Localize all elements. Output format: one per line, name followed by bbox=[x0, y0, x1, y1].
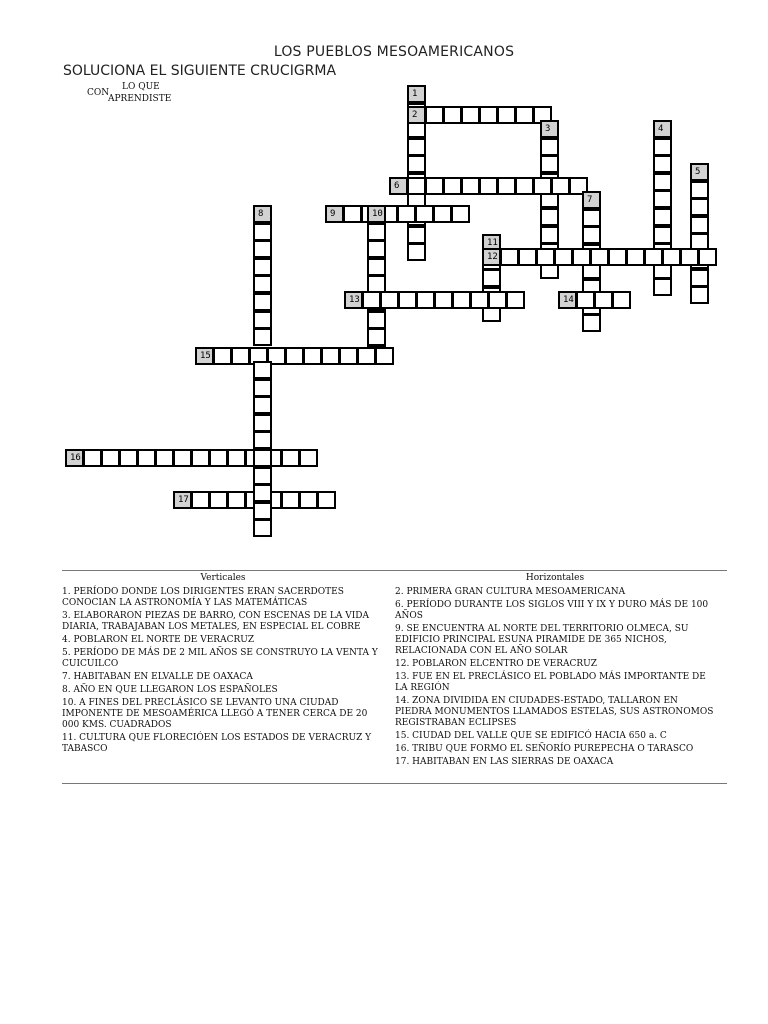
clue-vertical: 3. ELABORARON PIEZAS DE BARRO, CON ESCENAS DE LA VIDA DIARIA, TRABAJABAN LOS METALES, EN ESPECIAL EL COBRE bbox=[62, 611, 370, 632]
crossword-cell[interactable] bbox=[551, 177, 570, 195]
crossword-cell[interactable] bbox=[470, 291, 489, 309]
crossword-cell[interactable] bbox=[397, 205, 416, 223]
instruction-aprendiste: APRENDISTE bbox=[108, 94, 172, 104]
crossword-cell[interactable] bbox=[415, 205, 434, 223]
crossword-cell[interactable] bbox=[253, 467, 272, 485]
crossword-cell[interactable] bbox=[357, 347, 376, 365]
crossword-cell[interactable] bbox=[479, 106, 498, 124]
clue-vertical: 8. AÑO EN QUE LLEGARON LOS ESPAÑOLES bbox=[62, 685, 278, 695]
crossword-cell[interactable] bbox=[690, 198, 709, 216]
crossword-cell[interactable] bbox=[253, 379, 272, 397]
crossword-cell[interactable] bbox=[690, 181, 709, 199]
crossword-cell[interactable] bbox=[690, 286, 709, 304]
crossword-cell[interactable] bbox=[398, 291, 417, 309]
crossword-cell[interactable] bbox=[582, 209, 601, 227]
crossword-cell[interactable] bbox=[572, 248, 591, 266]
crossword-cell[interactable] bbox=[367, 223, 386, 241]
clue-horizontal: 13. FUE EN EL PRECLÁSICO EL POBLADO MÁS IMPORTANTE DE LA REGIÓN bbox=[395, 672, 706, 693]
crossword-cell[interactable] bbox=[253, 293, 272, 311]
crossword-cell[interactable] bbox=[515, 106, 534, 124]
crossword-cell[interactable] bbox=[416, 291, 435, 309]
crossword-cell[interactable] bbox=[231, 347, 250, 365]
crossword-cell[interactable] bbox=[299, 491, 318, 509]
crossword-cell[interactable] bbox=[407, 226, 426, 244]
crossword-cell[interactable] bbox=[582, 226, 601, 244]
crossword-cell[interactable] bbox=[434, 291, 453, 309]
crossword-number-cell: 9 bbox=[325, 205, 344, 223]
clue-horizontal: 12. POBLARON ELCENTRO DE VERACRUZ bbox=[395, 659, 597, 669]
crossword-cell[interactable] bbox=[209, 449, 228, 467]
clue-vertical: 10. A FINES DEL PRECLÁSICO SE LEVANTO UNA CIUDAD IMPONENTE DE MESOAMÉRICA LLEGÓ A TENER CERCA DE 20 000 KMS. CUADRADOS bbox=[62, 698, 368, 730]
crossword-cell[interactable] bbox=[253, 396, 272, 414]
clues-verticales bbox=[62, 573, 384, 757]
crossword-cell[interactable] bbox=[119, 449, 138, 467]
crossword-cell[interactable] bbox=[253, 275, 272, 293]
crossword-cell[interactable] bbox=[253, 431, 272, 449]
crossword-cell[interactable] bbox=[227, 491, 246, 509]
crossword-number-cell: 4 bbox=[653, 120, 672, 138]
crossword-cell[interactable] bbox=[227, 449, 246, 467]
crossword-cell[interactable] bbox=[253, 361, 272, 379]
crossword-cell[interactable] bbox=[367, 311, 386, 329]
crossword-cell[interactable] bbox=[690, 216, 709, 234]
crossword-cell[interactable] bbox=[380, 291, 399, 309]
crossword-cell[interactable] bbox=[253, 240, 272, 258]
crossword-number-cell: 10 bbox=[367, 205, 386, 223]
crossword-cell[interactable] bbox=[497, 177, 516, 195]
crossword-cell[interactable] bbox=[662, 248, 681, 266]
clue-horizontal: 14. ZONA DIVIDIDA EN CIUDADES-ESTADO, TALLARON EN PIEDRA MONUMENTOS LLAMADOS ESTELAS, SUS ASTRONOMOS REGISTRABAN ECLIPSES bbox=[395, 696, 714, 728]
crossword-cell[interactable] bbox=[303, 347, 322, 365]
crossword-cell[interactable] bbox=[101, 449, 120, 467]
crossword-number-cell: 3 bbox=[540, 120, 559, 138]
crossword-cell[interactable] bbox=[653, 278, 672, 296]
crossword-cell[interactable] bbox=[461, 177, 480, 195]
crossword-number-cell: 7 bbox=[582, 191, 601, 209]
crossword-cell[interactable] bbox=[482, 269, 501, 287]
crossword-number-cell: 8 bbox=[253, 205, 272, 223]
crossword-number-cell: 6 bbox=[389, 177, 408, 195]
instruction-lo-que: LO QUE bbox=[122, 82, 160, 92]
crossword-cell[interactable] bbox=[425, 106, 444, 124]
crossword-cell[interactable] bbox=[317, 491, 336, 509]
crossword-number-cell: 11 bbox=[482, 234, 501, 252]
clue-vertical: 5. PERÍODO DE MÁS DE 2 MIL AÑOS SE CONSTRUYO LA VENTA Y CUICUILCO bbox=[62, 648, 378, 669]
crossword-cell[interactable] bbox=[515, 177, 534, 195]
crossword-cell[interactable] bbox=[407, 155, 426, 173]
crossword-cell[interactable] bbox=[253, 414, 272, 432]
crossword-cell[interactable] bbox=[407, 177, 426, 195]
crossword-cell[interactable] bbox=[612, 291, 631, 309]
crossword-number-cell: 15 bbox=[195, 347, 214, 365]
crossword-cell[interactable] bbox=[191, 491, 210, 509]
crossword-cell[interactable] bbox=[253, 484, 272, 502]
crossword-cell[interactable] bbox=[644, 248, 663, 266]
instruction-con: CON bbox=[87, 88, 110, 98]
clues-table bbox=[62, 570, 727, 784]
crossword-cell[interactable] bbox=[281, 449, 300, 467]
crossword-cell[interactable] bbox=[191, 449, 210, 467]
crossword-cell[interactable] bbox=[83, 449, 102, 467]
crossword-cell[interactable] bbox=[253, 449, 272, 467]
crossword-number-cell: 12 bbox=[482, 248, 501, 266]
crossword-cell[interactable] bbox=[281, 491, 300, 509]
crossword-cell[interactable] bbox=[590, 248, 609, 266]
crossword-cell[interactable] bbox=[540, 155, 559, 173]
crossword-cell[interactable] bbox=[451, 205, 470, 223]
crossword-cell[interactable] bbox=[653, 226, 672, 244]
crossword-number-cell: 1 bbox=[407, 85, 426, 103]
crossword-cell[interactable] bbox=[680, 248, 699, 266]
clue-vertical: 4. POBLARON EL NORTE DE VERACRUZ bbox=[62, 635, 255, 645]
crossword-cell[interactable] bbox=[488, 291, 507, 309]
verticales-heading: Verticales bbox=[200, 573, 246, 583]
crossword-cell[interactable] bbox=[479, 177, 498, 195]
page-title: LOS PUEBLOS MESOAMERICANOS bbox=[273, 44, 515, 60]
horizontales-heading: Horizontales bbox=[525, 573, 585, 583]
crossword-cell[interactable] bbox=[653, 138, 672, 156]
clue-horizontal: 9. SE ENCUENTRA AL NORTE DEL TERRITORIO OLMECA, SU EDIFICIO PRINCIPAL ESUNA PIRAMIDE DE 365 NICHOS, RELACIONADA CON EL AÑO SOLAR bbox=[395, 624, 689, 656]
crossword-cell[interactable] bbox=[253, 328, 272, 346]
crossword-cell[interactable] bbox=[425, 177, 444, 195]
crossword-cell[interactable] bbox=[367, 240, 386, 258]
crossword-cell[interactable] bbox=[540, 208, 559, 226]
crossword-cell[interactable] bbox=[506, 291, 525, 309]
crossword-cell[interactable] bbox=[698, 248, 717, 266]
crossword-cell[interactable] bbox=[253, 223, 272, 241]
clues-horizontales bbox=[395, 573, 715, 770]
crossword-cell[interactable] bbox=[321, 347, 340, 365]
clue-vertical: 7. HABITABAN EN ELVALLE DE OAXACA bbox=[62, 672, 253, 682]
crossword-cell[interactable] bbox=[253, 502, 272, 520]
crossword-cell[interactable] bbox=[536, 248, 555, 266]
crossword-cell[interactable] bbox=[576, 291, 595, 309]
crossword-cell[interactable] bbox=[339, 347, 358, 365]
crossword-cell[interactable] bbox=[653, 208, 672, 226]
clue-horizontal: 15. CIUDAD DEL VALLE QUE SE EDIFICÓ HACIA 650 a. C bbox=[395, 731, 667, 741]
crossword-cell[interactable] bbox=[367, 328, 386, 346]
crossword-cell[interactable] bbox=[155, 449, 174, 467]
crossword-number-cell: 5 bbox=[690, 163, 709, 181]
clue-horizontal: 2. PRIMERA GRAN CULTURA MESOAMERICANA bbox=[395, 587, 626, 597]
crossword-cell[interactable] bbox=[253, 311, 272, 329]
crossword-cell[interactable] bbox=[653, 190, 672, 208]
crossword-cell[interactable] bbox=[582, 314, 601, 332]
crossword-cell[interactable] bbox=[653, 155, 672, 173]
crossword-cell[interactable] bbox=[367, 258, 386, 276]
clue-horizontal: 17. HABITABAN EN LAS SIERRAS DE OAXACA bbox=[395, 757, 614, 767]
crossword-cell[interactable] bbox=[209, 491, 228, 509]
crossword-cell[interactable] bbox=[253, 519, 272, 537]
crossword-cell[interactable] bbox=[443, 106, 462, 124]
crossword-cell[interactable] bbox=[626, 248, 645, 266]
crossword-cell[interactable] bbox=[213, 347, 232, 365]
clue-horizontal: 6. PERÍODO DURANTE LOS SIGLOS VIII Y IX Y DURO MÁS DE 100 AÑOS bbox=[395, 600, 709, 621]
crossword-cell[interactable] bbox=[343, 205, 362, 223]
crossword-cell[interactable] bbox=[443, 177, 462, 195]
crossword-cell[interactable] bbox=[540, 226, 559, 244]
crossword-number-cell: 14 bbox=[558, 291, 577, 309]
crossword-number-cell: 13 bbox=[344, 291, 363, 309]
crossword-cell[interactable] bbox=[518, 248, 537, 266]
clue-vertical: 1. PERÍODO DONDE LOS DIRIGENTES ERAN SACERDOTES CONOCIAN LA ASTRONOMÍA Y LAS MATEMÁTICAS bbox=[62, 587, 344, 608]
crossword-cell[interactable] bbox=[594, 291, 613, 309]
crossword-cell[interactable] bbox=[461, 106, 480, 124]
crossword-cell[interactable] bbox=[433, 205, 452, 223]
crossword-cell[interactable] bbox=[653, 173, 672, 191]
crossword-cell[interactable] bbox=[253, 258, 272, 276]
crossword-number-cell: 16 bbox=[65, 449, 84, 467]
crossword-cell[interactable] bbox=[173, 449, 192, 467]
crossword-cell[interactable] bbox=[540, 138, 559, 156]
crossword-number-cell: 17 bbox=[173, 491, 192, 509]
crossword-cell[interactable] bbox=[407, 138, 426, 156]
crossword-cell[interactable] bbox=[608, 248, 627, 266]
crossword-cell[interactable] bbox=[375, 347, 394, 365]
crossword-cell[interactable] bbox=[690, 269, 709, 287]
crossword-number-cell: 2 bbox=[407, 106, 426, 124]
crossword-cell[interactable] bbox=[407, 243, 426, 261]
crossword-cell[interactable] bbox=[497, 106, 516, 124]
crossword-cell[interactable] bbox=[533, 177, 552, 195]
crossword-cell[interactable] bbox=[500, 248, 519, 266]
clue-vertical: 11. CULTURA QUE FLORECIÓEN LOS ESTADOS DE VERACRUZ Y TABASCO bbox=[62, 733, 372, 754]
clue-horizontal: 16. TRIBU QUE FORMO EL SEÑORÍO PUREPECHA O TARASCO bbox=[395, 744, 694, 754]
crossword-cell[interactable] bbox=[554, 248, 573, 266]
page-subtitle: SOLUCIONA EL SIGUIENTE CRUCIGRMA bbox=[63, 63, 337, 79]
crossword-cell[interactable] bbox=[285, 347, 304, 365]
crossword-cell[interactable] bbox=[452, 291, 471, 309]
crossword-cell[interactable] bbox=[137, 449, 156, 467]
crossword-cell[interactable] bbox=[362, 291, 381, 309]
crossword-cell[interactable] bbox=[299, 449, 318, 467]
